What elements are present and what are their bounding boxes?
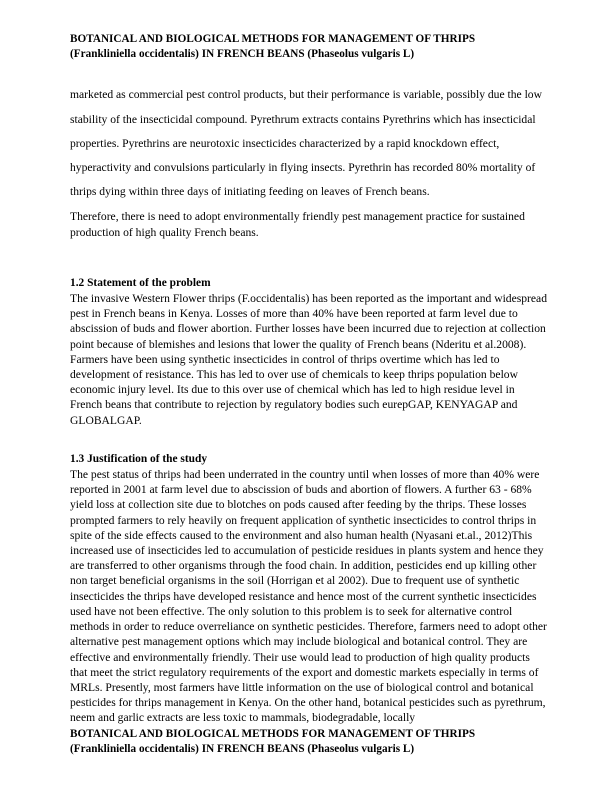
section-body-1-2: The invasive Western Flower thrips (F.occidentalis) has been reported as the important and widespread pest in French beans in Kenya. Losses of more than 40% have been reported at farm level due to abscission of buds and flower abortion. Further losses have been incurred due to rejection at collection point because of blemishes and lesions that lower the quality of French beans (Nderitu et al.2008). Farmers have been using synthetic insecticides in control of thrips overtime which has led to development of resistance. This has led to over use of chemicals to keep thrips population below economic injury level. Its due to this over use of chemical which has led to high residue level in French beans that contribute to rejection by regulatory bodies such eurepGAP, KENYAGAP and GLOBALGAP. [70,292,547,427]
spacer-before-section-1-3 [70,428,548,452]
page-content [70,32,548,757]
spacer-after-header-title [70,62,548,83]
section-heading-1-2: 1.2 Statement of the problem [70,276,211,289]
intro-closing-paragraph: Therefore, there is need to adopt environmentally friendly pest management practice for sustained production of high quality French beans. [70,210,525,239]
running-header-title-line2: (Frankliniella occidentalis) IN FRENCH BEANS (Phaseolus vulgaris L) [70,48,415,61]
running-footer-title [70,727,548,757]
running-header-title [70,32,548,62]
running-header-title-line1: BOTANICAL AND BIOLOGICAL METHODS FOR MANAGEMENT OF THRIPS [70,33,476,45]
section-body-1-3: The pest status of thrips had been underrated in the country until when losses of more than 40% were reported in 2001 at farm level due to abscission of buds and abortion of flowers. A further 63 - 68% yield loss at collection site due to blotches on pods caused after feeding by the thrips. These losses prompted farmers to rely heavily on frequent application of synthetic insecticides to control thrips in spite of the side effects caused to the environment and also human health (Nyasani et.al., 2012)This increased use of insecticides led to accumulation of pesticide residues in plants system and hence they are transferred to other organisms through the food chain. In addition, pesticides end up killing other non target beneficial organisms in the soil (Horrigan et al 2002). Due to frequent use of synthetic insecticides the thrips have developed resistance and hence most of the current synthetic insecticides used have not been effective. The only solution to this problem is to seek for alternative control methods in order to reduce overreliance on synthetic pesticides. Therefore, farmers need to adopt other alternative pest management options which may include biological and botanical control. They are effective and environmentally friendly. Their use would lead to production of high quality products that meet the strict regulatory requirements of the export and domestic markets especially in terms of MRLs. Presently, most farmers have little information on the use of biological control and botanical pesticides for thrips management in Kenya. On the other hand, botanical pesticides such as pyrethrum, neem and garlic extracts are less toxic to mammals, biodegradable, locally [70,468,547,725]
running-footer-title-line2: (Frankliniella occidentalis) IN FRENCH BEANS (Phaseolus vulgaris L) [70,742,415,755]
running-footer-title-line1: BOTANICAL AND BIOLOGICAL METHODS FOR MANAGEMENT OF THRIPS [70,727,476,740]
section-heading-1-3: 1.3 Justification of the study [70,452,208,465]
intro-paragraph: marketed as commercial pest control products, but their performance is variable, possibly due the low stability of the insecticidal compound. Pyrethrum extracts contains Pyrethrins which has insecticidal properties. Pyrethrins are neurotoxic insecticides characterized by a rapid knockdown effect, hyperactivity and convulsions particularly in flying insects. Pyrethrin has recorded 80% mortality of thrips dying within three days of initiating feeding on leaves of French beans. [70,88,542,199]
spacer-before-section-1-2 [70,240,548,276]
